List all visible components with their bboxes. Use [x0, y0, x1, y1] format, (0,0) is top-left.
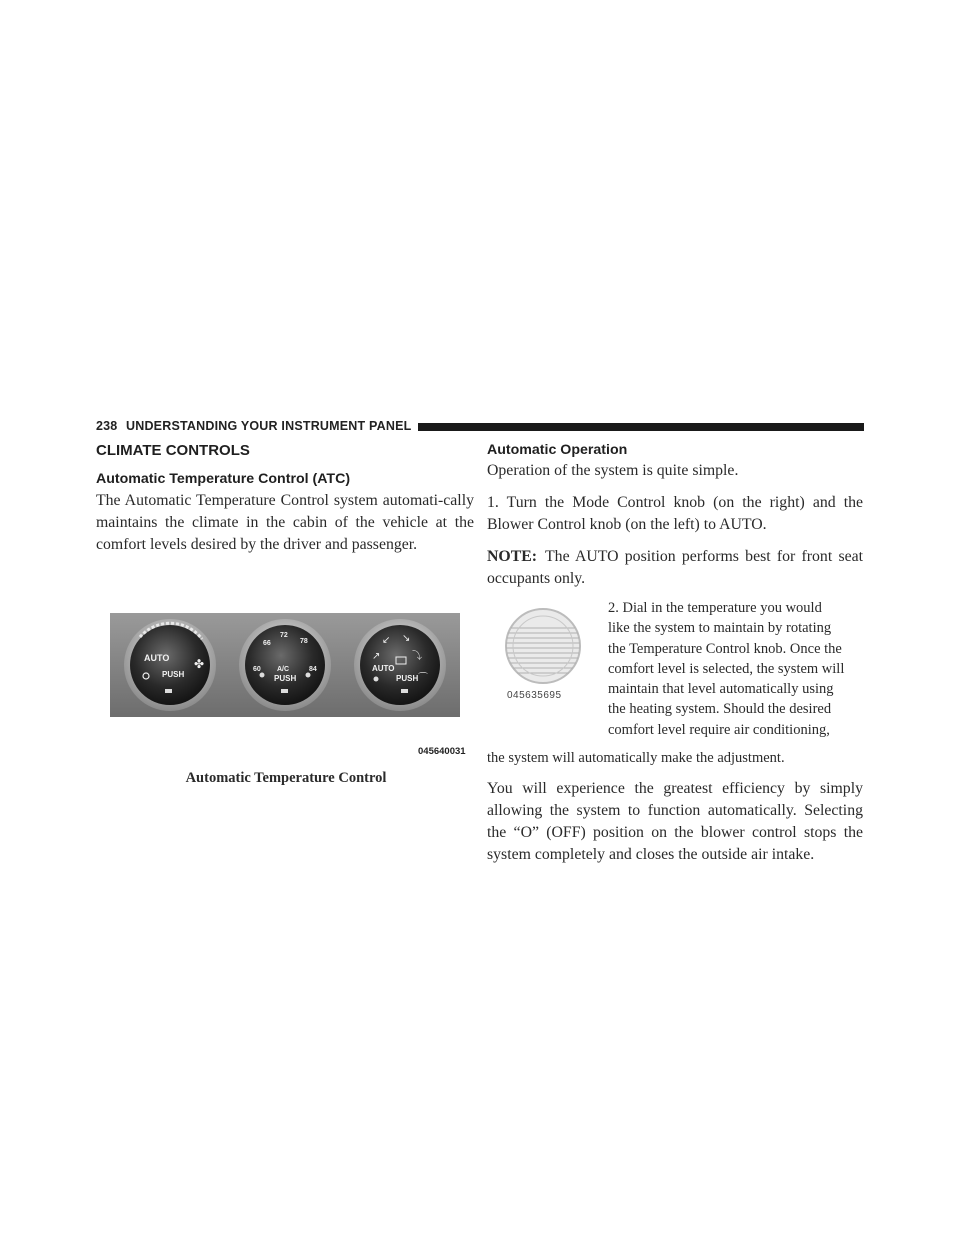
step-2-line: the Temperature Control knob. Once the: [608, 640, 842, 657]
running-title: UNDERSTANDING YOUR INSTRUMENT PANEL: [126, 419, 412, 433]
left-column: [96, 440, 474, 786]
defrost-icon: ⌒: [418, 673, 428, 684]
temp-mark: 78: [300, 638, 308, 645]
intro-text: Operation of the system is quite simple.: [487, 462, 739, 479]
step-2-tail: the system will automatically make the adjustment.: [487, 750, 785, 766]
temp-mark: 84: [309, 666, 317, 673]
header-rule-bar: [418, 423, 864, 431]
push-label-center: PUSH: [274, 674, 297, 683]
note-label: NOTE:: [487, 548, 538, 565]
atc-description: The Automatic Temperature Control system automati-cally maintains the climate in the cabin of the vehicle at the comfort levels desired by the driver and passenger.: [96, 492, 474, 553]
push-label-left: PUSH: [162, 670, 185, 679]
page-number: 238: [96, 419, 118, 433]
step-2-line: comfort level require air conditioning,: [608, 721, 830, 738]
step-2-text: [608, 598, 864, 740]
temperature-knob-thumbnail: [503, 606, 583, 702]
step-2-line: maintain that level automatically using: [608, 681, 834, 698]
right-column: [487, 440, 863, 866]
figure-code: 045640031: [418, 746, 466, 757]
auto-label-left: AUTO: [144, 653, 170, 663]
figure-caption: Automatic Temperature Control: [185, 770, 387, 786]
note-text: The AUTO position performs best for front seat occupants only.: [487, 548, 863, 587]
note-paragraph: [487, 546, 863, 590]
auto-label-right: AUTO: [372, 664, 395, 673]
step-2-block: [487, 598, 863, 750]
temp-mark: 60: [253, 666, 261, 673]
running-header: [96, 418, 864, 436]
push-label-right: PUSH: [396, 674, 419, 683]
step-2-line: the heating system. Should the desired: [608, 701, 832, 718]
vent-defrost-floor-icon: ⤵: [412, 651, 422, 662]
temp-mark: 72: [280, 632, 288, 639]
atc-control-panel-image: [110, 613, 460, 717]
step-2-line: like the system to maintain by rotating: [608, 620, 832, 637]
vent-face-icon: ↙: [382, 635, 391, 646]
subsection-heading: Automatic Temperature Control (ATC): [96, 471, 351, 487]
step-1-text: 1. Turn the Mode Control knob (on the right) and the Blower Control knob (on the left) to AUTO.: [487, 494, 863, 533]
section-heading: CLIMATE CONTROLS: [96, 442, 250, 459]
vent-floor-icon: ↗: [372, 651, 381, 662]
step-2-line: 2. Dial in the temperature you would: [608, 600, 822, 616]
ac-label: A/C: [277, 666, 290, 673]
small-figure-code: 045635695: [507, 690, 562, 701]
automatic-operation-heading: Automatic Operation: [487, 442, 628, 458]
temp-mark: 66: [263, 640, 271, 647]
step-2-line: comfort level is selected, the system will: [608, 660, 845, 677]
vent-bilevel-icon: ↘: [402, 633, 411, 644]
fan-icon: ✤: [194, 657, 205, 671]
efficiency-paragraph: You will experience the greatest efficiency by simply allowing the system to function automatically. Selecting the “O” (OFF) position on the blower control stops the system completely and closes the outside air intake.: [487, 780, 863, 863]
